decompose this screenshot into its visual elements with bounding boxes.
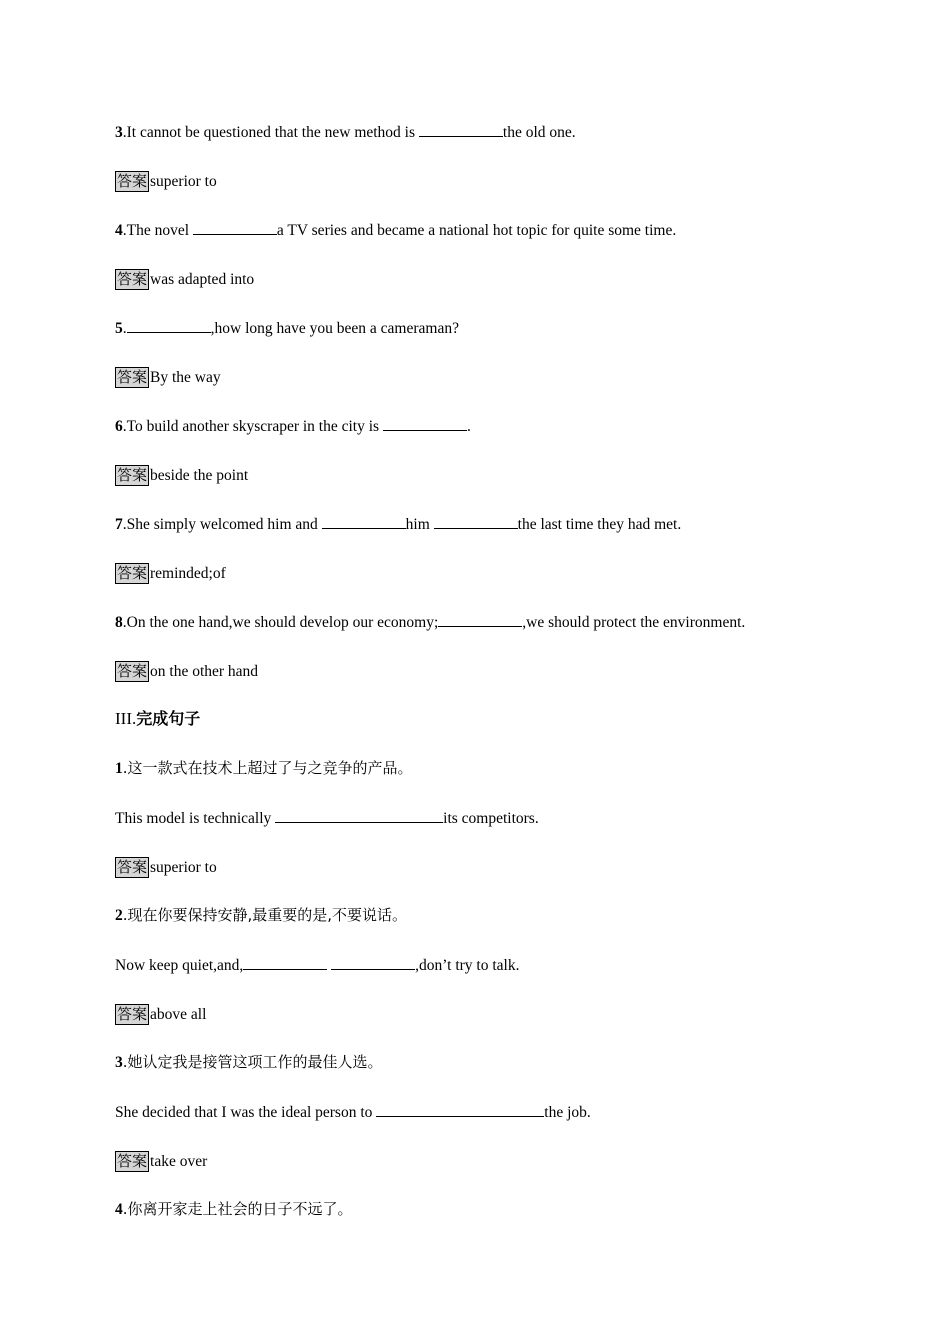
answer-text: above all	[150, 1006, 207, 1023]
sentence-1-chinese	[115, 758, 413, 779]
sentence-4-chinese	[115, 1199, 353, 1220]
answer-blank	[383, 416, 467, 431]
sentence-2-chinese	[115, 905, 407, 926]
answer-text: superior to	[150, 859, 217, 876]
answer-blank	[376, 1102, 544, 1117]
question-7	[115, 514, 681, 535]
sentence-3-english	[115, 1102, 591, 1123]
answer-tag: 答案	[117, 368, 148, 386]
question-3	[115, 122, 576, 143]
sentence-2-answer	[115, 1004, 206, 1025]
answer-tag: 答案	[117, 662, 148, 680]
answer-5	[115, 367, 221, 388]
question-number: 4	[115, 1201, 123, 1218]
question-6	[115, 416, 471, 437]
sentence-2-english	[115, 955, 520, 976]
english-text-after: ,don’t try to talk.	[415, 957, 520, 974]
question-5	[115, 318, 459, 339]
section-heading	[115, 709, 200, 729]
chinese-prompt: .你离开家走上社会的日子不远了。	[122, 1200, 353, 1218]
question-text-before: .She simply welcomed him and	[122, 516, 322, 533]
question-text-after: the old one.	[502, 124, 576, 141]
answer-blank	[419, 122, 503, 137]
question-text-after: ,we should protect the environment.	[522, 614, 746, 631]
answer-8	[115, 661, 258, 682]
answer-4	[115, 269, 254, 290]
answer-text: take over	[150, 1153, 208, 1170]
chinese-prompt: .现在你要保持安静,最重要的是,不要说话。	[122, 906, 408, 924]
answer-text: was adapted into	[150, 271, 255, 288]
chinese-prompt: .她认定我是接管这项工作的最佳人选。	[122, 1053, 383, 1071]
sentence-3-answer	[115, 1151, 207, 1172]
question-number: 5	[115, 320, 123, 337]
english-text-after: its competitors.	[443, 810, 539, 827]
answer-blank	[438, 612, 522, 627]
answer-blank	[434, 514, 518, 529]
answer-3	[115, 171, 217, 192]
answer-blank	[243, 955, 327, 970]
question-text-before: .	[122, 320, 127, 337]
chinese-prompt: .这一款式在技术上超过了与之竞争的产品。	[122, 759, 413, 777]
question-text-before: .The novel	[122, 222, 193, 239]
english-text-before: This model is technically	[115, 810, 276, 827]
question-text-after: a TV series and became a national hot topic for quite some time.	[276, 222, 677, 239]
answer-blank	[322, 514, 406, 529]
answer-tag: 答案	[117, 858, 148, 876]
answer-blank	[193, 220, 277, 235]
english-text-before: She decided that I was the ideal person to	[115, 1104, 377, 1121]
question-number: 2	[115, 907, 123, 924]
answer-text: reminded;of	[150, 565, 226, 582]
question-4	[115, 220, 676, 241]
sentence-1-answer	[115, 857, 217, 878]
question-number: 8	[115, 614, 123, 631]
answer-blank	[275, 808, 443, 823]
question-number: 3	[115, 124, 123, 141]
question-8	[115, 612, 745, 633]
section-title: 完成句子	[136, 709, 201, 728]
question-text-middle: him	[405, 516, 434, 533]
english-text-before: Now keep quiet,and,	[115, 957, 244, 974]
answer-tag: 答案	[117, 1005, 148, 1023]
question-text-before: .It cannot be questioned that the new method is	[122, 124, 419, 141]
answer-7	[115, 563, 226, 584]
answer-tag: 答案	[117, 564, 148, 582]
answer-text: on the other hand	[150, 663, 259, 680]
sentence-3-chinese	[115, 1052, 383, 1073]
question-number: 6	[115, 418, 123, 435]
english-text-after: the job.	[544, 1104, 591, 1121]
question-number: 1	[115, 760, 123, 777]
question-text-after: the last time they had met.	[517, 516, 682, 533]
question-number: 3	[115, 1054, 123, 1071]
question-number: 4	[115, 222, 123, 239]
question-number: 7	[115, 516, 123, 533]
answer-tag: 答案	[117, 1152, 148, 1170]
answer-blank	[127, 318, 211, 333]
section-numeral: III.	[115, 709, 137, 728]
answer-text: beside the point	[150, 467, 249, 484]
question-text-before: .On the one hand,we should develop our economy;	[122, 614, 439, 631]
answer-blank	[331, 955, 415, 970]
answer-6	[115, 465, 248, 486]
answer-tag: 答案	[117, 172, 148, 190]
question-text-after: .	[466, 418, 471, 435]
answer-text: By the way	[150, 369, 221, 386]
answer-tag: 答案	[117, 270, 148, 288]
answer-text: superior to	[150, 173, 217, 190]
question-text-before: .To build another skyscraper in the city is	[122, 418, 383, 435]
answer-tag: 答案	[117, 466, 148, 484]
question-text-after: ,how long have you been a cameraman?	[210, 320, 459, 337]
sentence-1-english	[115, 808, 539, 829]
